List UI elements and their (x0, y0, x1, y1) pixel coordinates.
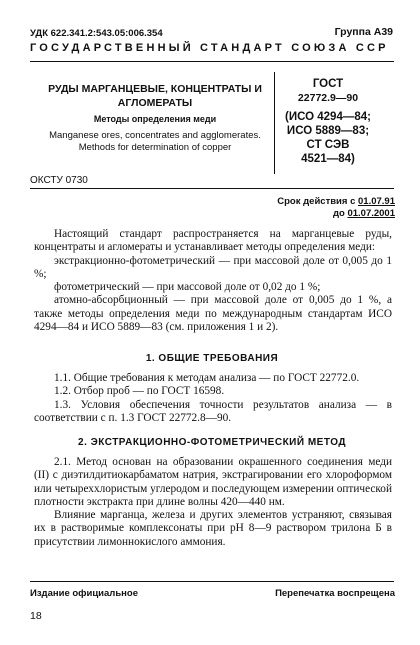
section1-heading: 1. ОБЩИЕ ТРЕБОВАНИЯ (145, 353, 279, 364)
intro-item-extraction: экстракционно-фотометрический — при массовой доле от 0,005 до 1 %; (34, 254, 392, 280)
header-rule (30, 61, 394, 62)
gost-label: ГОСТ (312, 78, 344, 90)
validity-from-date: 01.07.91 (358, 196, 395, 207)
section1-item: 1.3. Условия обеспечения точности результатов анализа — в соответствии с п. 1.3 ГОСТ 22772.8—90. (34, 398, 392, 424)
intro-item-atomic: атомно-абсорбционный — при массовой доле от 0,005 до 1 %, а также методы определения меди по международным стандартам ИСО 4294—84 и ИСО 5889—83 (см. приложения 1 и 2). (34, 294, 392, 334)
footer-rule (30, 581, 394, 582)
okstu-rule (30, 188, 394, 189)
english-title: Manganese ores, concentrates and agglomerates. Methods for determination of copper (49, 130, 261, 153)
page-number: 18 (30, 610, 42, 622)
validity-period (277, 196, 395, 220)
okstu-code: ОКСТУ 0730 (30, 175, 88, 186)
udk-code: УДК 622.341.2:543.05:006.354 (30, 28, 163, 39)
section2-paragraph: Влияние марганца, железа и других элементов устраняют, связывая их в растворимые комплексонаты при рН 8—9 раствором трилона Б в присутствии лимоннокислого аммония. (34, 509, 392, 548)
validity-to-label: до (332, 208, 348, 219)
gost-number: 22772.9—90 (297, 92, 359, 104)
gosstandart-banner: ГОСУДАРСТВЕННЫЙ СТАНДАРТ СОЮЗА ССР (30, 42, 389, 54)
iso-ref-1: (ИСО 4294—84; (285, 111, 371, 123)
iso-ref-2: ИСО 5889—83; (286, 125, 370, 137)
document-subtitle: Методы определения меди (93, 114, 217, 124)
intro-text (34, 228, 392, 334)
group-code: Группа А39 (334, 26, 393, 38)
section2-heading: 2. ЭКСТРАКЦИОННО-ФОТОМЕТРИЧЕСКИЙ МЕТОД (78, 437, 346, 448)
section2-paragraph: 2.1. Метод основан на образовании окрашенного соединения меди (II) с диэтилдитиокарбаматом натрия, экстрагировании его хлороформом или четыреххлористым углеродом и последующем измерении оптической плотности экстракта при длине волны 420—440 нм. (34, 456, 392, 508)
intro-item-photometric: фотометрический — при массовой доле от 0,02 до 1 %; (54, 281, 321, 294)
validity-from-label: Срок действия с (277, 196, 359, 207)
gost-block (278, 77, 378, 166)
stsev-label: СТ СЭВ (306, 139, 350, 151)
title-divider (274, 72, 275, 174)
stsev-number: 4521—84) (301, 153, 355, 165)
intro-paragraph: Настоящий стандарт распространяется на марганцевые руды, концентраты и агломераты и устанавливает методы определения меди: (34, 228, 392, 254)
section1-items (34, 372, 392, 425)
document-title: РУДЫ МАРГАНЦЕВЫЕ, КОНЦЕНТРАТЫ И АГЛОМЕРАТЫ (48, 83, 262, 109)
reprint-prohibited: Перепечатка воспрещена (275, 588, 395, 599)
validity-to-date: 01.07.2001 (347, 208, 395, 219)
official-edition: Издание официальное (30, 588, 138, 599)
section1-item: 1.2. Отбор проб — по ГОСТ 16598. (54, 385, 225, 398)
section2-text (34, 456, 392, 549)
section1-item: 1.1. Общие требования к методам анализа — по ГОСТ 22772.0. (54, 372, 360, 384)
